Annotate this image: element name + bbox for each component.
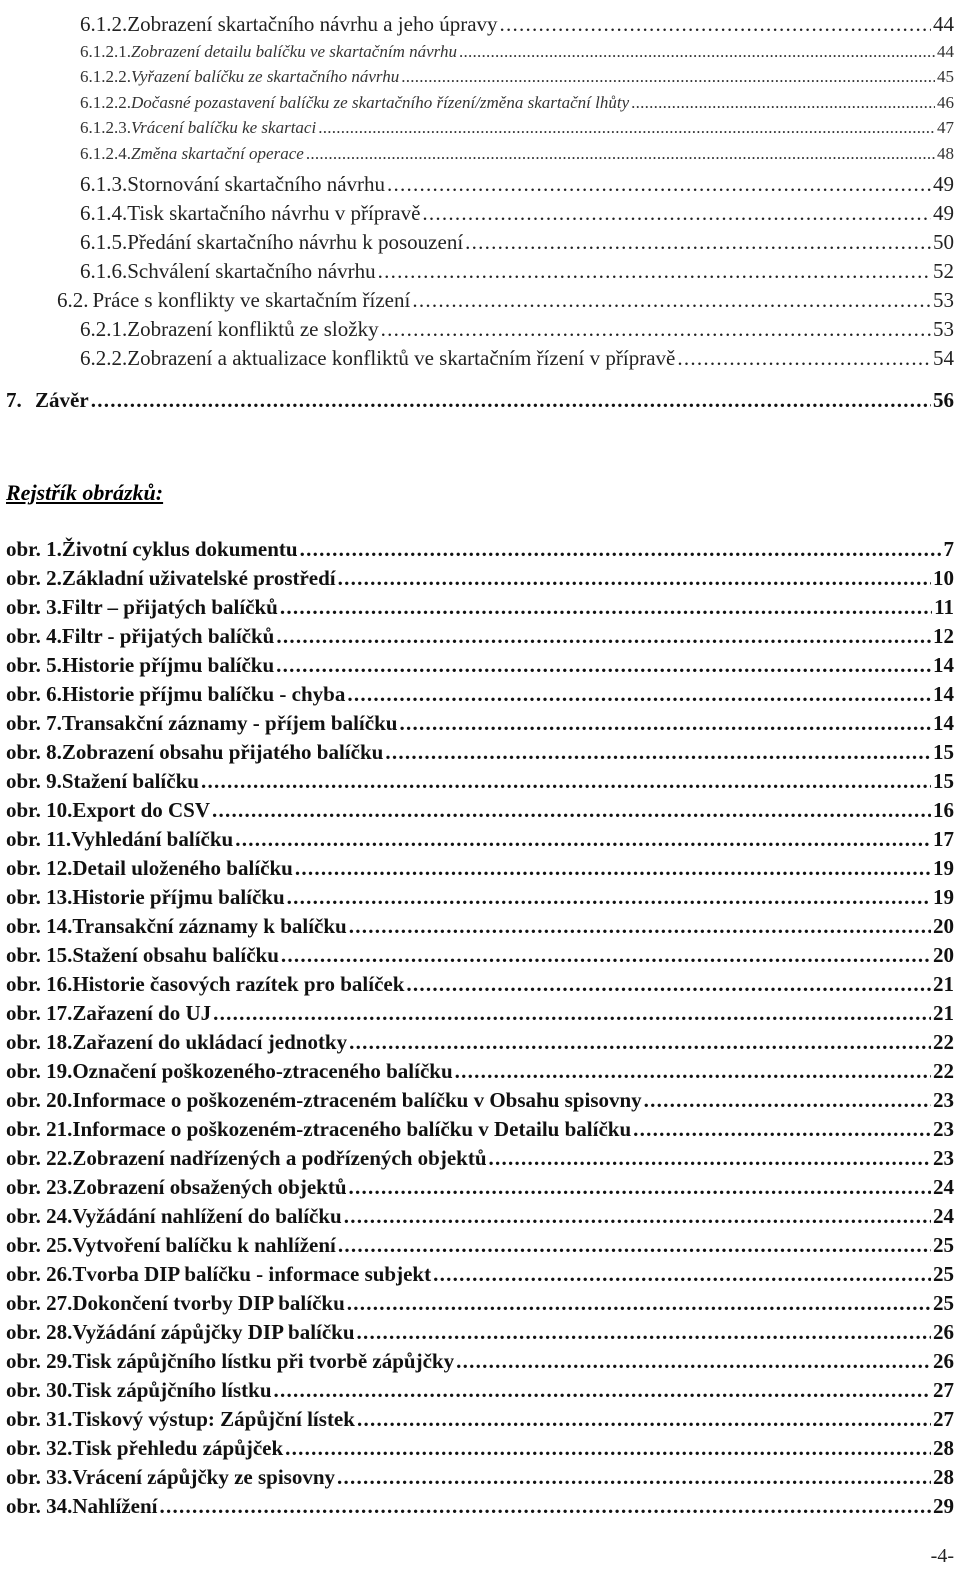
figure-entry[interactable] — [6, 1032, 954, 1053]
toc-entry-title: Vrácení balíčku ke skartaci — [131, 118, 317, 137]
figure-entry-number: obr. 25. — [6, 1233, 73, 1257]
figure-entry-number: obr. 8. — [6, 740, 62, 764]
toc-entry-page: 50 — [933, 230, 954, 254]
toc-entry-number: 7. — [6, 388, 22, 412]
toc-entry-page: 44 — [933, 12, 954, 36]
dot-leader — [278, 597, 932, 618]
dot-leader — [304, 145, 935, 162]
dot-leader — [463, 232, 931, 253]
dot-leader — [347, 1032, 931, 1053]
toc-entry[interactable] — [80, 119, 954, 136]
toc-entry-number: 6.2. — [57, 288, 89, 312]
toc-entry[interactable] — [80, 43, 954, 60]
figure-entry-page: 7 — [943, 537, 954, 561]
toc-entry-number: 6.1.2.2. — [80, 67, 131, 86]
figure-entry-page: 20 — [933, 914, 954, 938]
toc-entry-page: 49 — [933, 201, 954, 225]
figure-entry-page: 21 — [933, 972, 954, 996]
toc-entry-number: 6.2.1. — [80, 317, 128, 341]
figure-entry-number: obr. 11. — [6, 827, 72, 851]
dot-leader — [233, 829, 931, 850]
figure-entry[interactable] — [6, 945, 954, 966]
toc-entry-number: 6.1.3. — [80, 172, 128, 196]
figure-entry-number: obr. 2. — [6, 566, 62, 590]
toc-entry[interactable] — [80, 145, 954, 162]
figure-entry-page: 23 — [933, 1146, 954, 1170]
toc-entry[interactable] — [57, 290, 954, 311]
figure-entry-number: obr. 6. — [6, 682, 62, 706]
figure-entry-page: 24 — [933, 1175, 954, 1199]
dot-leader — [675, 348, 931, 369]
figure-entry-title: Stažení obsahu balíčku — [72, 943, 279, 967]
figure-entry[interactable] — [6, 1409, 954, 1430]
dot-leader — [336, 1235, 931, 1256]
figure-entry-number: obr. 3. — [6, 595, 62, 619]
toc-entry-page: 47 — [937, 118, 954, 137]
figure-entry-title: Zobrazení nadřízených a podřízených objektů — [72, 1146, 487, 1170]
figure-entry[interactable] — [6, 1293, 954, 1314]
toc-entry-title: Zobrazení skartačního návrhu a jeho úpravy — [127, 12, 498, 36]
figure-entry-page: 24 — [933, 1204, 954, 1228]
toc-entry-title: Dočasné pozastavení balíčku ze skartačního řízení/změna skartační lhůty — [131, 93, 630, 112]
dot-leader — [298, 539, 942, 560]
figure-entry-title: Historie příjmu balíčku - chyba — [61, 682, 346, 706]
toc-entry-title: Předání skartačního návrhu k posouzení — [127, 230, 464, 254]
figure-entry-title: Tisk přehledu zápůjček — [72, 1436, 284, 1460]
toc-entry[interactable] — [80, 14, 954, 35]
toc-entry-page: 52 — [933, 259, 954, 283]
dot-leader — [211, 1003, 931, 1024]
figure-entry-number: obr. 20. — [6, 1088, 73, 1112]
figure-entry-title: Tvorba DIP balíčku - informace subjekt — [72, 1262, 432, 1286]
toc-entry-page: 53 — [933, 288, 954, 312]
figure-entry-number: obr. 5. — [6, 653, 62, 677]
dot-leader — [342, 1206, 931, 1227]
dot-leader — [285, 887, 931, 908]
figure-entry-number: obr. 34. — [6, 1494, 73, 1518]
figure-entry-title: Zobrazení obsahu přijatého balíčku — [61, 740, 384, 764]
figure-entry[interactable] — [6, 916, 954, 937]
toc-entry[interactable] — [80, 319, 954, 340]
figure-entry-page: 25 — [933, 1262, 954, 1286]
toc-entry-number: 6.2.2. — [80, 346, 128, 370]
toc-entry-title: Závěr — [35, 388, 89, 412]
toc-entry-page: 56 — [933, 388, 954, 412]
figure-entry-number: obr. 14. — [6, 914, 73, 938]
figure-entry[interactable] — [6, 800, 954, 821]
figure-entry-page: 11 — [934, 595, 954, 619]
figure-entry-number: obr. 30. — [6, 1378, 73, 1402]
figure-entry[interactable] — [6, 568, 954, 589]
dot-leader — [158, 1496, 932, 1517]
figure-entry-number: obr. 10. — [6, 798, 73, 822]
figure-entry-title: Zobrazení obsažených objektů — [72, 1175, 347, 1199]
toc-entry-number: 6.1.2.3. — [80, 118, 131, 137]
toc-entry-number: 6.1.2. — [80, 12, 128, 36]
figure-entry-title: Stažení balíčku — [61, 769, 199, 793]
figure-entry-title: Zařazení do ukládací jednotky — [72, 1030, 348, 1054]
figure-entry-page: 19 — [933, 885, 954, 909]
figure-entry-title: Export do CSV — [72, 798, 211, 822]
dot-leader — [629, 94, 935, 111]
toc-entry-page: 53 — [933, 317, 954, 341]
figure-entry-title: Nahlížení — [72, 1494, 158, 1518]
figure-entry[interactable] — [6, 1380, 954, 1401]
figure-entry[interactable] — [6, 1119, 954, 1140]
toc-entry-title: Zobrazení detailu balíčku ve skartačním návrhu — [131, 42, 457, 61]
figure-entry-title: Detail uloženého balíčku — [72, 856, 293, 880]
figure-entry-page: 19 — [933, 856, 954, 880]
figure-entry[interactable] — [6, 1322, 954, 1343]
toc-entry[interactable] — [80, 348, 954, 369]
figure-entry-title: Transakční záznamy - příjem balíčku — [61, 711, 398, 735]
dot-leader — [335, 1467, 931, 1488]
figure-entry-page: 23 — [933, 1088, 954, 1112]
toc-entry[interactable] — [80, 261, 954, 282]
figure-entry-number: obr. 7. — [6, 711, 62, 735]
figure-entry[interactable] — [6, 655, 954, 676]
figure-entry[interactable] — [6, 858, 954, 879]
figure-entry[interactable] — [6, 1090, 954, 1111]
figure-entry-title: Filtr – přijatých balíčků — [61, 595, 278, 619]
figure-entry-number: obr. 13. — [6, 885, 73, 909]
figure-entry-title: Tisk zápůjčního lístku — [72, 1378, 272, 1402]
figure-entry[interactable] — [6, 539, 954, 560]
figure-entry[interactable] — [6, 1003, 954, 1024]
toc-entry-page: 54 — [933, 346, 954, 370]
dot-leader — [383, 742, 931, 763]
dot-leader — [274, 626, 931, 647]
figure-entry[interactable] — [6, 597, 954, 618]
toc-entry-page: 46 — [937, 93, 954, 112]
figure-entry-number: obr. 27. — [6, 1291, 73, 1315]
figure-entry-page: 29 — [933, 1494, 954, 1518]
figure-entry-page: 26 — [933, 1349, 954, 1373]
toc-entry-title: Stornování skartačního návrhu — [127, 172, 386, 196]
figure-entry-page: 14 — [933, 653, 954, 677]
figure-entry-title: Informace o poškozeném-ztraceného balíčku v Detailu balíčku — [72, 1117, 632, 1141]
toc-entry[interactable] — [80, 174, 954, 195]
dot-leader — [457, 43, 935, 60]
figure-entry-title: Vyžádání nahlížení do balíčku — [72, 1204, 342, 1228]
figure-entry[interactable] — [6, 742, 954, 763]
dot-leader — [355, 1322, 931, 1343]
figure-entry-page: 14 — [933, 682, 954, 706]
dot-leader — [316, 119, 935, 136]
dot-leader — [397, 713, 931, 734]
figure-entry[interactable] — [6, 1438, 954, 1459]
figure-entry-page: 28 — [933, 1436, 954, 1460]
figure-entry-number: obr. 18. — [6, 1030, 73, 1054]
figure-entry[interactable] — [6, 887, 954, 908]
figure-entry-title: Transakční záznamy k balíčku — [72, 914, 347, 938]
dot-leader — [355, 1409, 931, 1430]
figure-entry-page: 25 — [933, 1233, 954, 1257]
figure-entry[interactable] — [6, 713, 954, 734]
dot-leader — [404, 974, 931, 995]
toc-entry-number: 6.1.6. — [80, 259, 128, 283]
figure-entry-page: 20 — [933, 943, 954, 967]
toc-entry-page: 44 — [937, 42, 954, 61]
dot-leader — [210, 800, 931, 821]
toc-entry[interactable] — [80, 203, 954, 224]
toc-entry-page: 49 — [933, 172, 954, 196]
toc-entry-title: Tisk skartačního návrhu v přípravě — [127, 201, 421, 225]
page-number: -4- — [930, 1545, 954, 1567]
dot-leader — [336, 568, 931, 589]
figure-entry-page: 26 — [933, 1320, 954, 1344]
dot-leader — [399, 68, 935, 85]
figure-entry-title: Informace o poškozeném-ztraceném balíčku v Obsahu spisovny — [72, 1088, 642, 1112]
figure-entry-title: Historie časových razítek pro balíček — [72, 972, 405, 996]
figure-entry[interactable] — [6, 1264, 954, 1285]
figure-entry-page: 23 — [933, 1117, 954, 1141]
figure-entry[interactable] — [6, 1467, 954, 1488]
dot-leader — [274, 655, 931, 676]
toc-entry-title: Zobrazení konfliktů ze složky — [127, 317, 379, 341]
figure-entry[interactable] — [6, 771, 954, 792]
figure-entry-title: Tisk zápůjčního lístku při tvorbě zápůjčky — [72, 1349, 455, 1373]
dot-leader — [199, 771, 931, 792]
dot-leader — [454, 1351, 931, 1372]
dot-leader — [376, 261, 931, 282]
figure-entry-title: Zařazení do UJ — [72, 1001, 212, 1025]
figure-entry-title: Filtr - přijatých balíčků — [61, 624, 275, 648]
figure-entry-number: obr. 23. — [6, 1175, 73, 1199]
figure-entry-number: obr. 17. — [6, 1001, 73, 1025]
toc-entry-title: Práce s konflikty ve skartačním řízení — [92, 288, 411, 312]
figure-entry[interactable] — [6, 974, 954, 995]
toc-entry-page: 48 — [937, 144, 954, 163]
figure-entry-title: Tiskový výstup: Zápůjční lístek — [72, 1407, 355, 1431]
figure-entry-number: obr. 32. — [6, 1436, 73, 1460]
toc-entry-title: Změna skartační operace — [131, 144, 304, 163]
dot-leader — [642, 1090, 931, 1111]
figure-entry-page: 22 — [933, 1030, 954, 1054]
toc-entry-number: 6.1.2.2. — [80, 93, 131, 112]
dot-leader — [410, 290, 931, 311]
figure-entry-title: Základní uživatelské prostředí — [61, 566, 336, 590]
toc-entry[interactable] — [80, 68, 954, 85]
figure-entry-page: 21 — [933, 1001, 954, 1025]
figure-entry-number: obr. 26. — [6, 1262, 73, 1286]
toc-entry-title: Schválení skartačního návrhu — [127, 259, 376, 283]
dot-leader — [347, 1177, 931, 1198]
figure-entry-page: 28 — [933, 1465, 954, 1489]
figure-entry-page: 15 — [933, 769, 954, 793]
figure-entry-page: 15 — [933, 740, 954, 764]
figure-entry-page: 27 — [933, 1407, 954, 1431]
figure-entry[interactable] — [6, 626, 954, 647]
figure-entry-number: obr. 16. — [6, 972, 73, 996]
figure-entry[interactable] — [6, 1496, 954, 1517]
figure-entry-page: 14 — [933, 711, 954, 735]
figure-entry-page: 12 — [933, 624, 954, 648]
toc-entry[interactable] — [6, 390, 954, 411]
figure-entry-title: Vyhledání balíčku — [71, 827, 234, 851]
toc-entry-title: Vyřazení balíčku ze skartačního návrhu — [131, 67, 400, 86]
figure-entry[interactable] — [6, 1177, 954, 1198]
figure-entry[interactable] — [6, 829, 954, 850]
toc-entry-number: 6.1.2.4. — [80, 144, 131, 163]
dot-leader — [283, 1438, 931, 1459]
dot-leader — [379, 319, 931, 340]
figure-entry-title: Vrácení zápůjčky ze spisovny — [72, 1465, 336, 1489]
figure-entry[interactable] — [6, 1351, 954, 1372]
dot-leader — [420, 203, 931, 224]
figure-entry-page: 22 — [933, 1059, 954, 1083]
dot-leader — [345, 1293, 931, 1314]
figure-entry-number: obr. 12. — [6, 856, 73, 880]
dot-leader — [498, 14, 931, 35]
figure-entry[interactable] — [6, 1061, 954, 1082]
figure-entry[interactable] — [6, 1148, 954, 1169]
dot-leader — [272, 1380, 931, 1401]
dot-leader — [431, 1264, 931, 1285]
figure-entry-page: 25 — [933, 1291, 954, 1315]
dot-leader — [345, 684, 931, 705]
toc-entry-page: 45 — [937, 67, 954, 86]
figure-entry-number: obr. 21. — [6, 1117, 73, 1141]
toc-entry-number: 6.1.4. — [80, 201, 128, 225]
figures-index-heading: Rejstřík obrázků: — [6, 480, 164, 505]
figure-entry-number: obr. 15. — [6, 943, 73, 967]
dot-leader — [631, 1119, 931, 1140]
toc-entry-number: 6.1.2.1. — [80, 42, 131, 61]
toc-entry-title: Zobrazení a aktualizace konfliktů ve skartačním řízení v přípravě — [127, 346, 676, 370]
figure-entry-page: 27 — [933, 1378, 954, 1402]
figure-entry-title: Vyžádání zápůjčky DIP balíčku — [72, 1320, 355, 1344]
figure-entry-page: 16 — [933, 798, 954, 822]
toc-entry[interactable] — [80, 94, 954, 111]
toc-entry-number: 6.1.5. — [80, 230, 128, 254]
dot-leader — [453, 1061, 931, 1082]
figure-entry-page: 17 — [933, 827, 954, 851]
figure-entry-title: Vytvoření balíčku k nahlížení — [72, 1233, 336, 1257]
dot-leader — [487, 1148, 931, 1169]
figure-entry-title: Životní cyklus dokumentu — [61, 537, 298, 561]
figure-entry-number: obr. 4. — [6, 624, 62, 648]
dot-leader — [293, 858, 931, 879]
figure-entry-title: Historie příjmu balíčku — [72, 885, 285, 909]
figure-entry[interactable] — [6, 1235, 954, 1256]
figure-entry-title: Historie příjmu balíčku — [61, 653, 275, 677]
figure-entry[interactable] — [6, 684, 954, 705]
figure-entry-number: obr. 29. — [6, 1349, 73, 1373]
figure-entry[interactable] — [6, 1206, 954, 1227]
figure-entry-number: obr. 9. — [6, 769, 62, 793]
figure-entry-number: obr. 22. — [6, 1146, 73, 1170]
figure-entry-title: Označení poškozeného-ztraceného balíčku — [72, 1059, 453, 1083]
dot-leader — [279, 945, 931, 966]
figure-entry-page: 10 — [933, 566, 954, 590]
dot-leader — [347, 916, 931, 937]
dot-leader — [385, 174, 931, 195]
figure-entry-number: obr. 33. — [6, 1465, 73, 1489]
toc-entry[interactable] — [80, 232, 954, 253]
figure-entry-number: obr. 24. — [6, 1204, 73, 1228]
figure-entry-title: Dokončení tvorby DIP balíčku — [72, 1291, 345, 1315]
figure-entry-number: obr. 28. — [6, 1320, 73, 1344]
figure-entry-number: obr. 31. — [6, 1407, 73, 1431]
dot-leader — [89, 390, 931, 411]
figure-entry-number: obr. 19. — [6, 1059, 73, 1083]
figure-entry-number: obr. 1. — [6, 537, 62, 561]
